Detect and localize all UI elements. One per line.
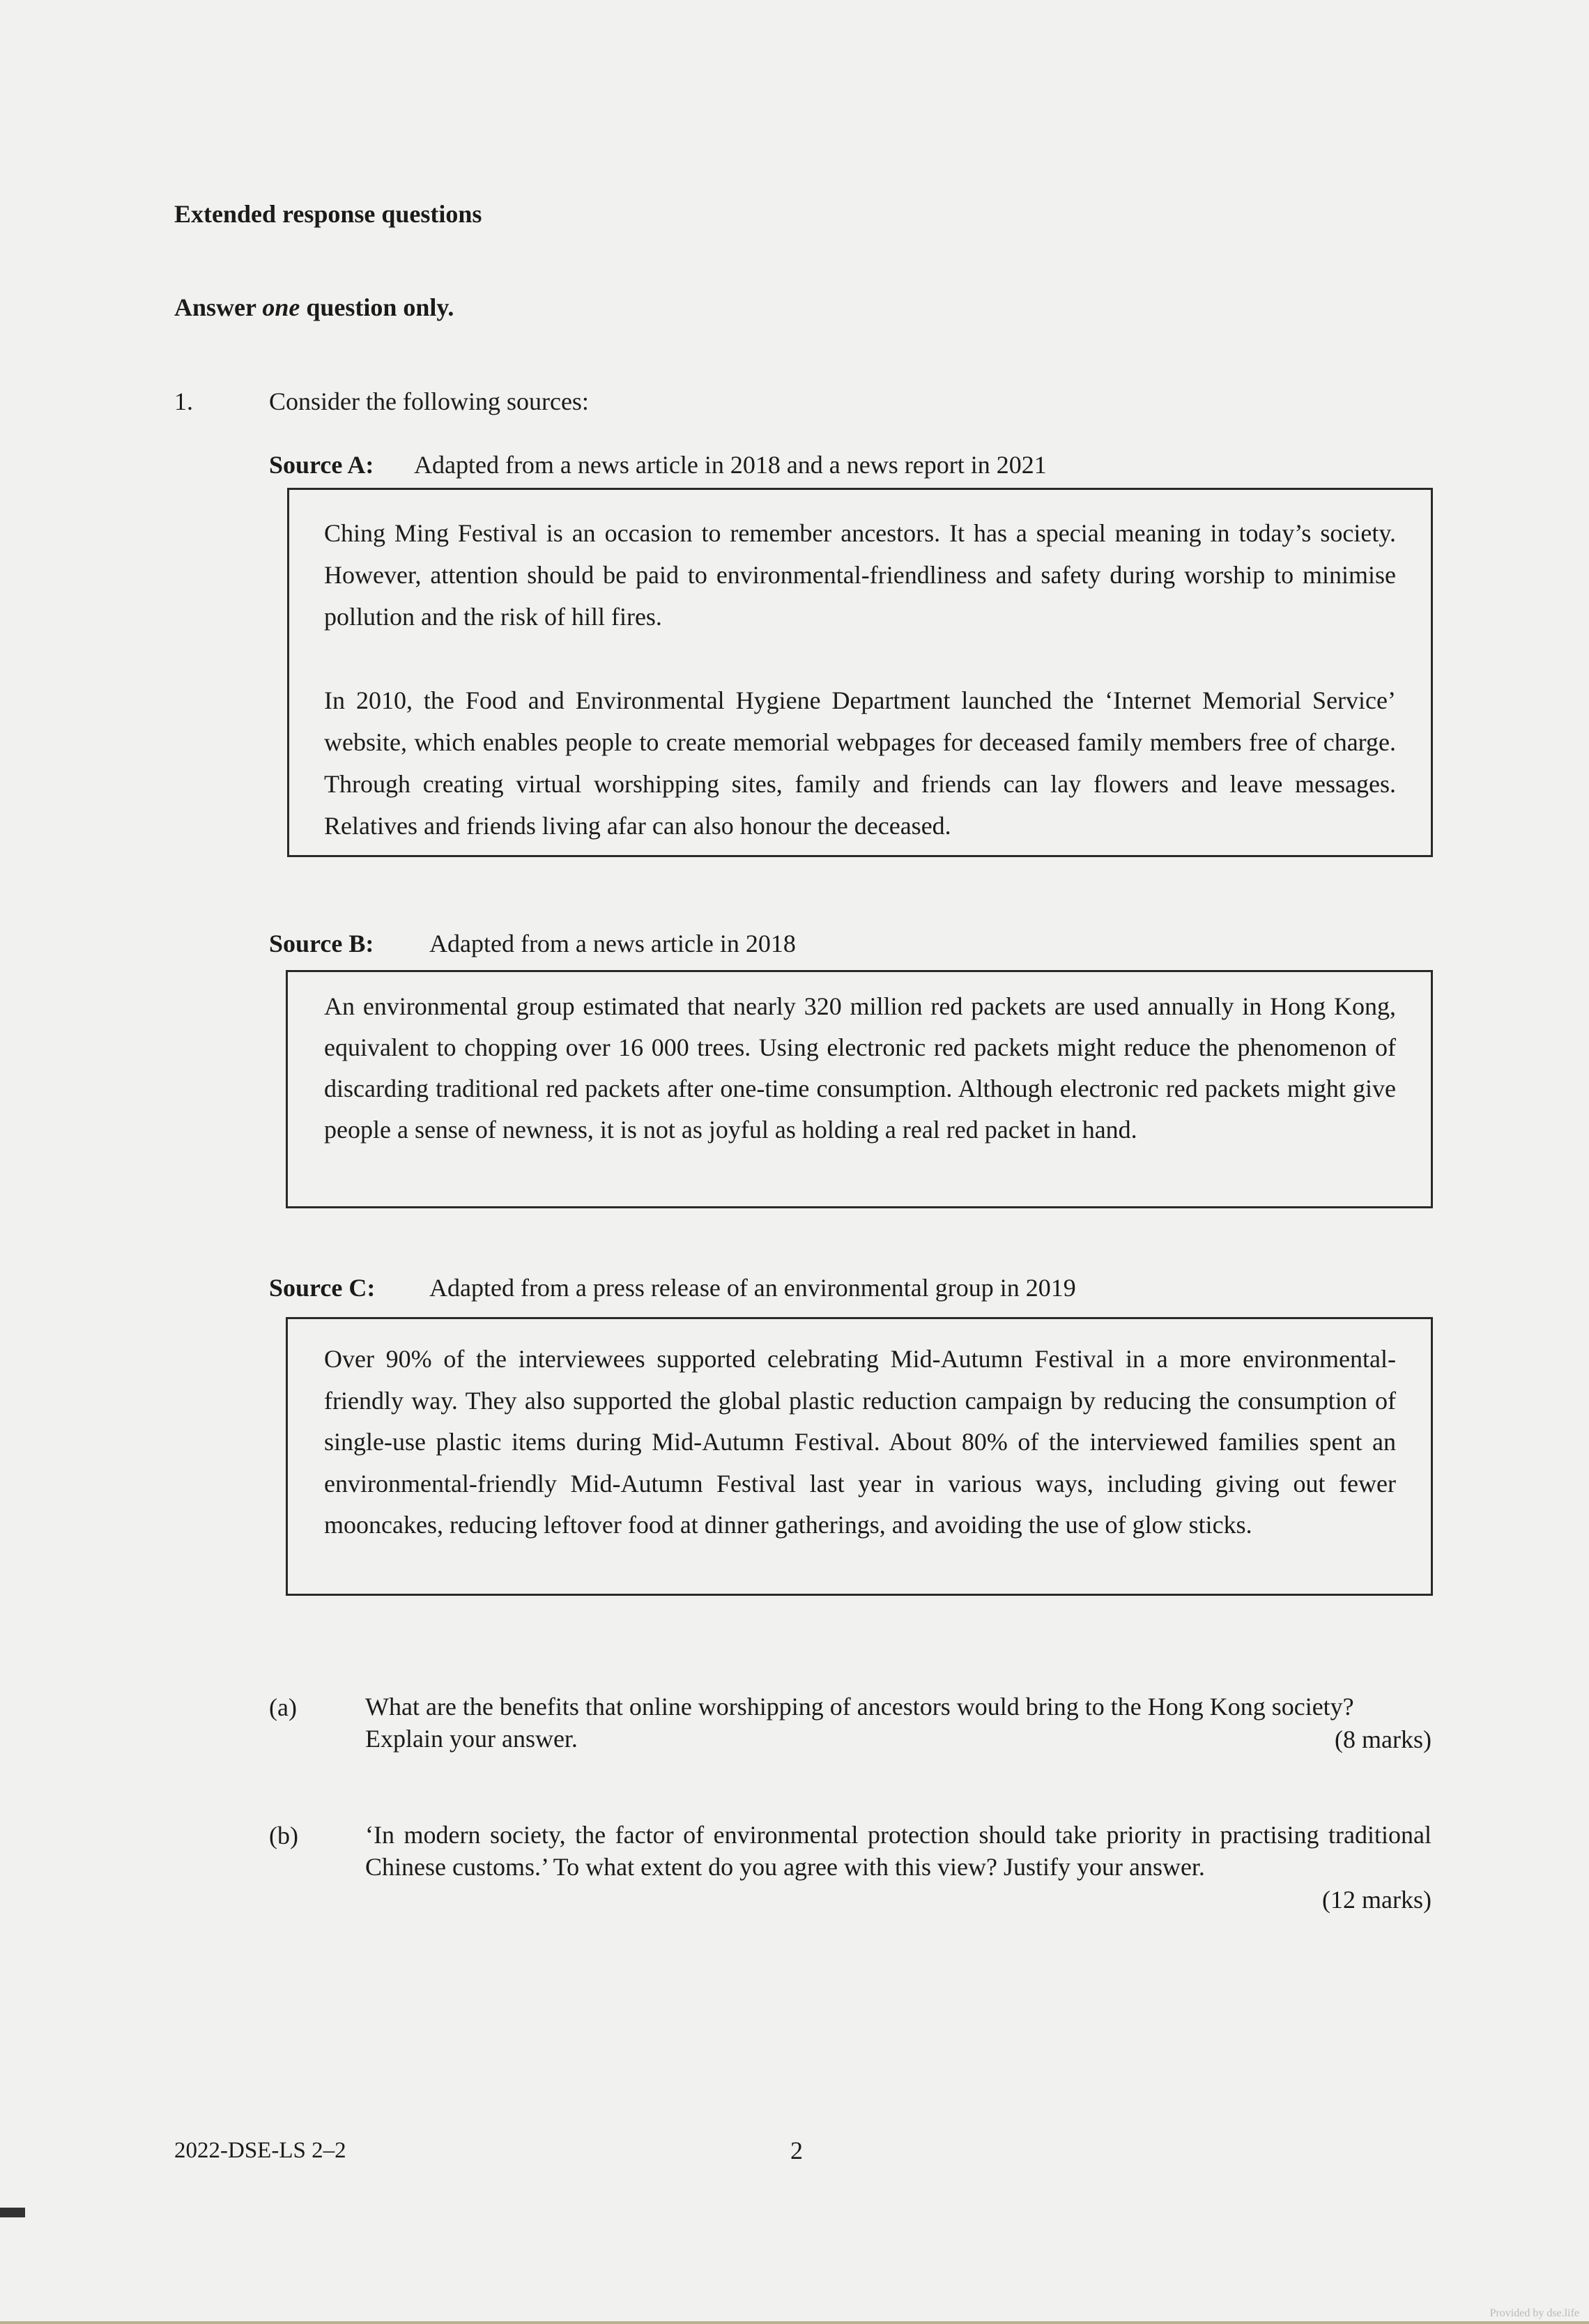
source-b-label: Source B: (269, 930, 374, 957)
source-c-label: Source C: (269, 1274, 376, 1302)
watermark-text: Provided by dse.life (1489, 2307, 1579, 2319)
source-a-caption: Adapted from a news article in 2018 and a news report in 2021 (414, 451, 1047, 479)
question-number: 1. (174, 387, 193, 415)
source-a-paragraph-1: Ching Ming Festival is an occasion to remember ancestors. It has a special meaning in today’s society. However, attention should be paid to environmental-friendliness and safety during worship to minimise pollution and the risk of hill fires. (324, 519, 1396, 631)
source-a-paragraph-2: In 2010, the Food and Environmental Hygiene Department launched the ‘Internet Memorial Service’ website, which enables people to create memorial webpages for deceased family members free of charge. Through creating virtual worshipping sites, family and friends can lay flowers and leave messages. Relatives and friends living afar can also honour the deceased. (324, 686, 1396, 840)
page-bottom-edge (0, 2321, 1589, 2324)
source-b-caption: Adapted from a news article in 2018 (429, 930, 796, 957)
registration-mark (0, 2208, 25, 2217)
instruction-before: Answer (174, 293, 263, 321)
source-a-box (287, 488, 1433, 857)
instruction-line (174, 291, 454, 324)
part-a-label: (a) (269, 1693, 297, 1721)
question-intro: Consider the following sources: (269, 387, 589, 415)
source-c-caption: Adapted from a press release of an environmental group in 2019 (429, 1274, 1076, 1302)
section-heading: Extended response questions (174, 200, 482, 228)
source-a-label: Source A: (269, 451, 374, 479)
source-b-box (286, 970, 1433, 1208)
part-a-marks: (8 marks) (1335, 1725, 1431, 1753)
source-c-box (286, 1317, 1433, 1596)
footer-paper-code: 2022-DSE-LS 2–2 (174, 2138, 346, 2163)
instruction-after: question only. (300, 293, 454, 321)
source-c-paragraph-1: Over 90% of the interviewees supported celebrating Mid-Autumn Festival in a more environmental-friendly way. They also supported the global plastic reduction campaign by reducing the consumption of single-use plastic items during Mid-Autumn Festival. About 80% of the interviewed families spent an environmental-friendly Mid-Autumn Festival last year in various ways, including giving out fewer mooncakes, reducing leftover food at dinner gatherings, and avoiding the use of glow sticks. (324, 1345, 1396, 1539)
part-b-label: (b) (269, 1822, 298, 1849)
part-b-marks: (12 marks) (1322, 1886, 1431, 1914)
source-b-paragraph-1: An environmental group estimated that nearly 320 million red packets are used annually in Hong Kong, equivalent to chopping over 16 000 trees. Using electronic red packets might reduce the phenomenon of discarding traditional red packets after one-time consumption. Although electronic red packets might give people a sense of newness, it is not as joyful as holding a real red packet in hand. (324, 992, 1396, 1144)
part-b-text: ‘In modern society, the factor of environmental protection should take priority in practising traditional Chinese customs.’ To what extent do you agree with this view? Justify your answer. (365, 1821, 1431, 1881)
instruction-emphasis: one (262, 293, 300, 321)
footer-page-number: 2 (790, 2137, 803, 2164)
part-a-text: What are the benefits that online worshipping of ancestors would bring to the Hong Kong society? Explain your answer. (365, 1693, 1354, 1753)
